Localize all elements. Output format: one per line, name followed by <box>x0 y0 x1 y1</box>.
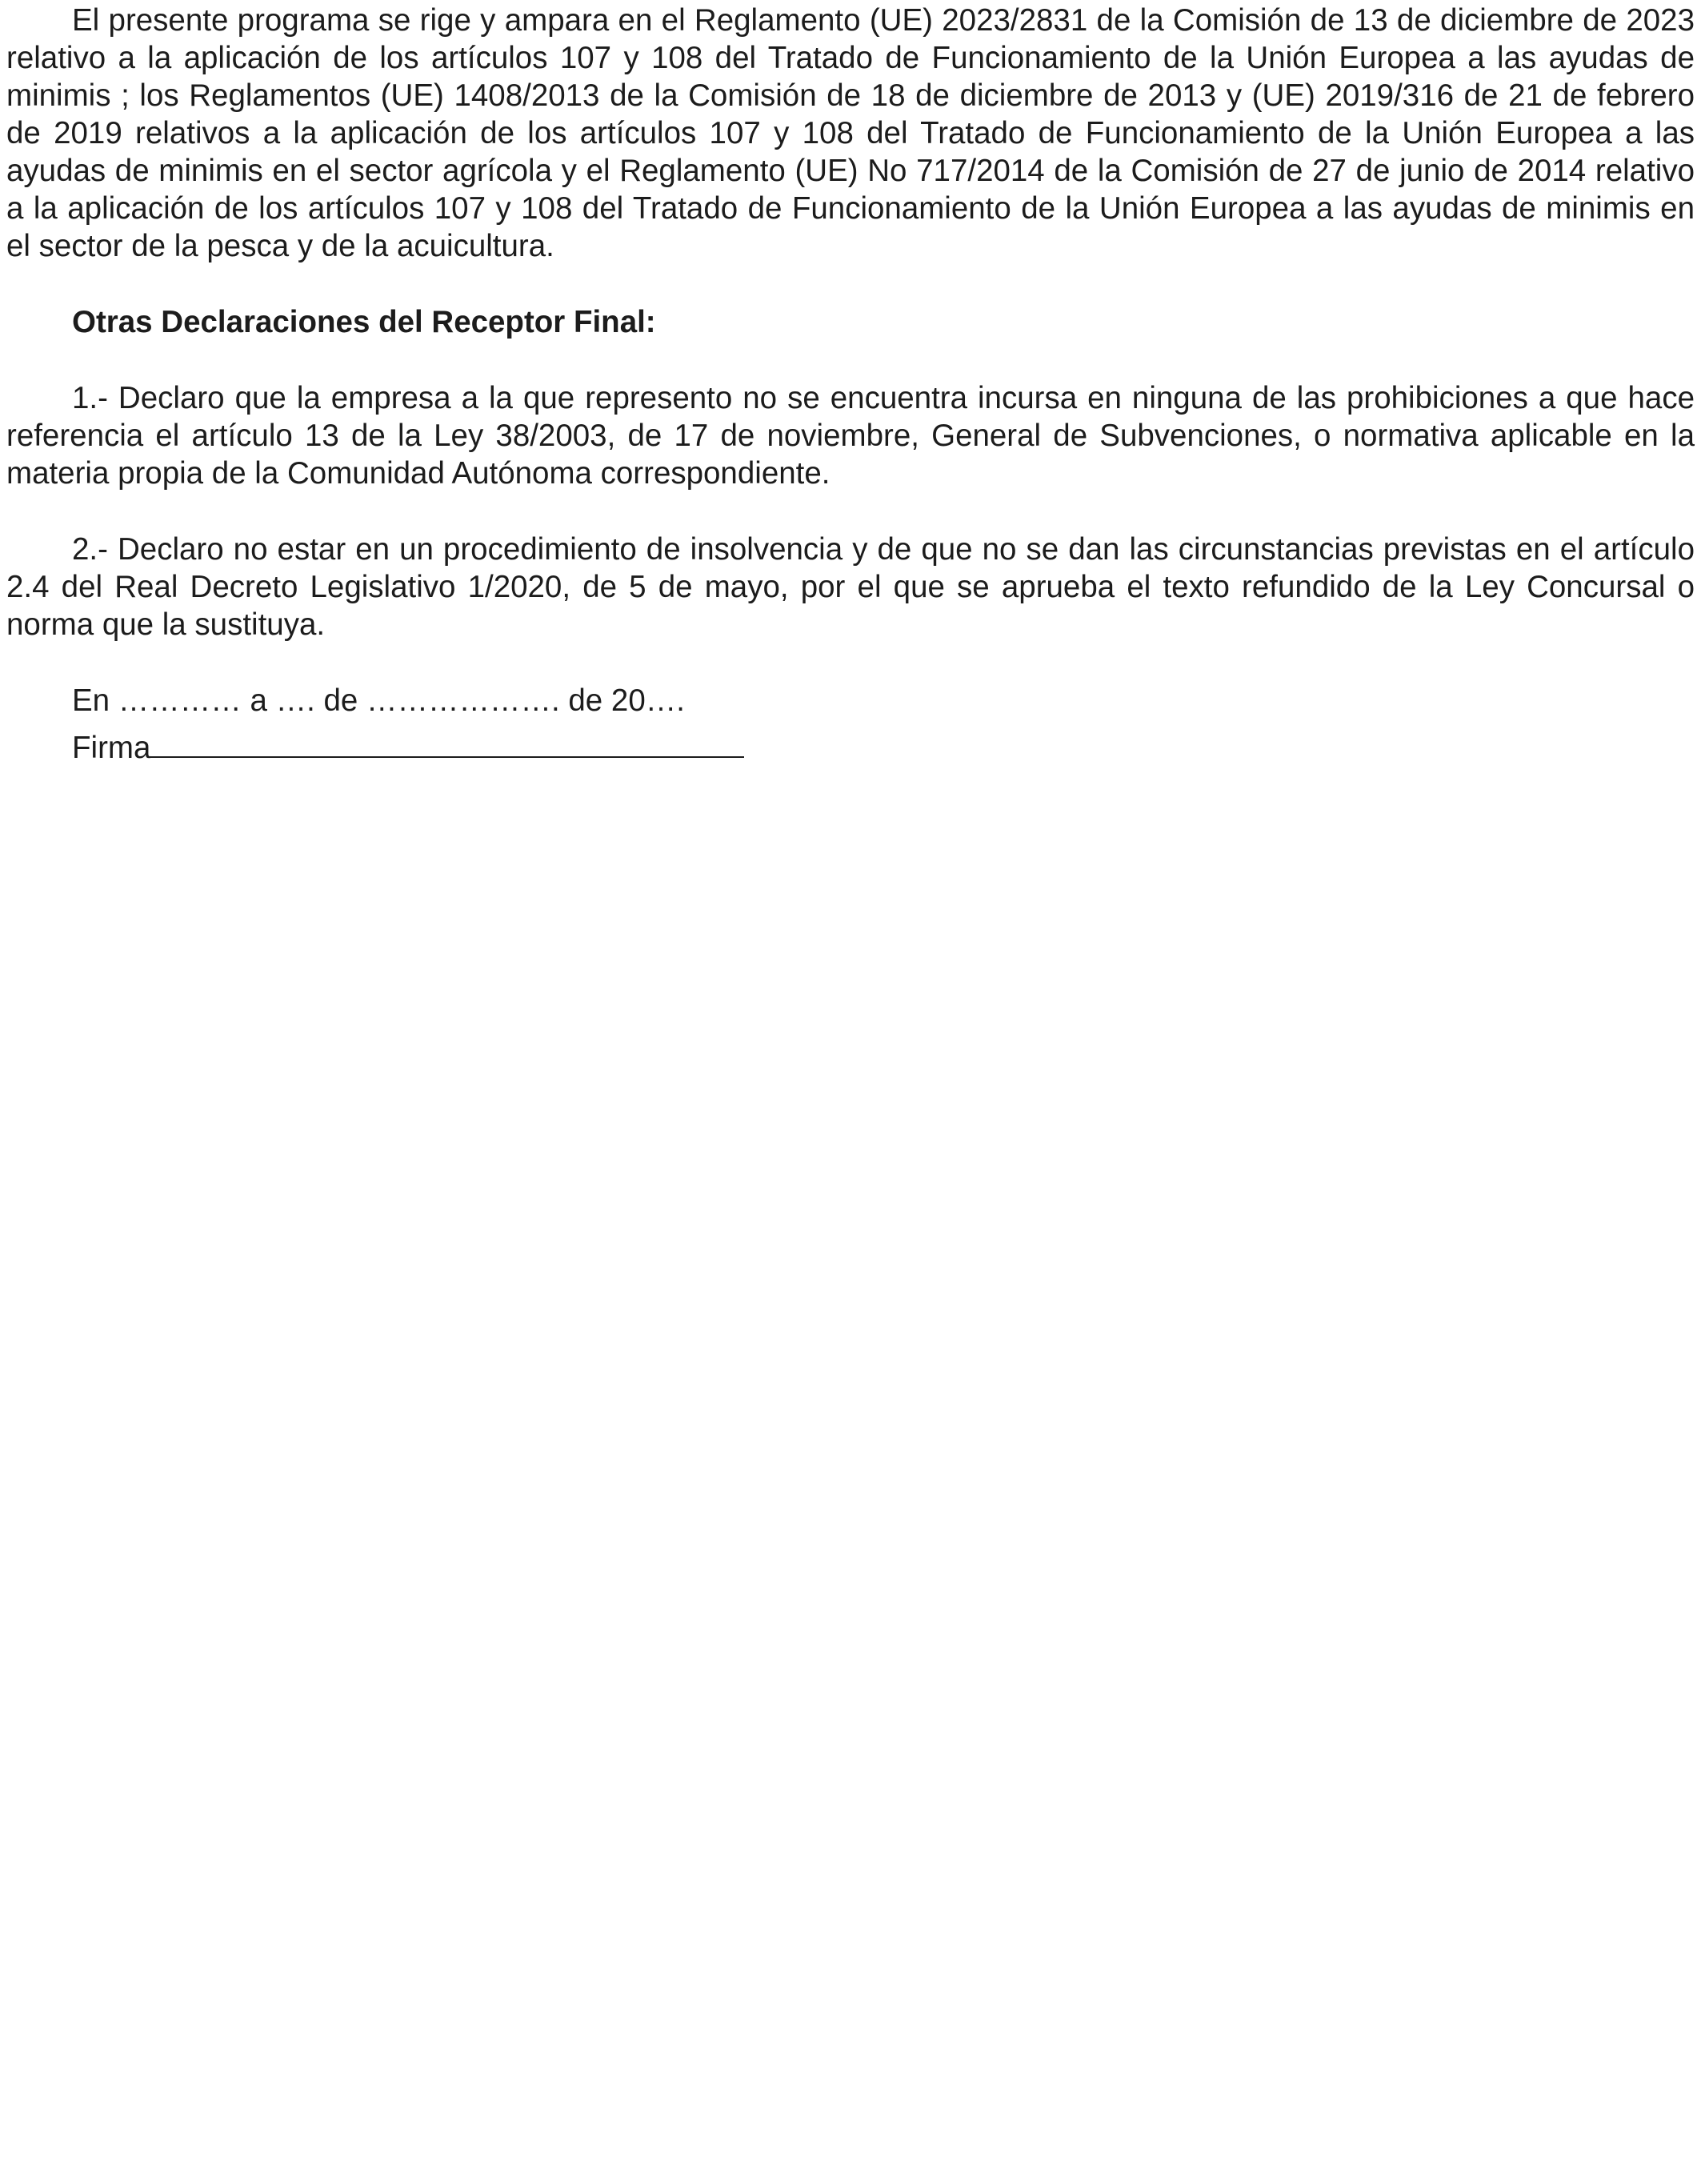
signature-label: Firma <box>72 731 151 765</box>
place-date-line: En ………… a …. de ………………. de 20…. <box>72 683 685 718</box>
declaration-1: 1.- Declaro que la empresa a la que represento no se encuentra incursa en ninguna de las prohibiciones a que hace referencia el artículo 13 de la Ley 38/2003, de 17 de noviembre, General de Subvenciones, o normativa aplicable en la materia propia de la Comunidad Autónoma correspondiente. <box>6 381 1695 491</box>
spacer <box>6 341 1695 379</box>
spacer <box>6 719 1695 726</box>
spacer <box>6 492 1695 531</box>
spacer <box>6 643 1695 682</box>
signature-row <box>6 726 1695 767</box>
signature-line <box>150 726 744 758</box>
section-heading: Otras Declaraciones del Receptor Final: <box>72 305 656 339</box>
document-page <box>6 0 1695 767</box>
declaration-2: 2.- Declaro no estar en un procedimiento de insolvencia y de que no se dan las circunstancias previstas en el artículo 2.4 del Real Decreto Legislativo 1/2020, de 5 de mayo, por el que se aprueba el texto refundido de la Ley Concursal o norma que la sustituya. <box>6 532 1695 642</box>
spacer <box>6 265 1695 303</box>
intro-paragraph: El presente programa se rige y ampara en el Reglamento (UE) 2023/2831 de la Comisión de 13 de diciembre de 2023 relativo a la aplicación de los artículos 107 y 108 del Tratado de Funcionamiento de la Unión Europea a las ayudas de minimis ; los Reglamentos (UE) 1408/2013 de la Comisión de 18 de diciembre de 2013 y (UE) 2019/316 de 21 de febrero de 2019 relativos a la aplicación de los artículos 107 y 108 del Tratado de Funcionamiento de la Unión Europea a las ayudas de minimis en el sector agrícola y el Reglamento (UE) No 717/2014 de la Comisión de 27 de junio de 2014 relativo a la aplicación de los artículos 107 y 108 del Tratado de Funcionamiento de la Unión Europea a las ayudas de minimis en el sector de la pesca y de la acuicultura. <box>6 3 1695 263</box>
